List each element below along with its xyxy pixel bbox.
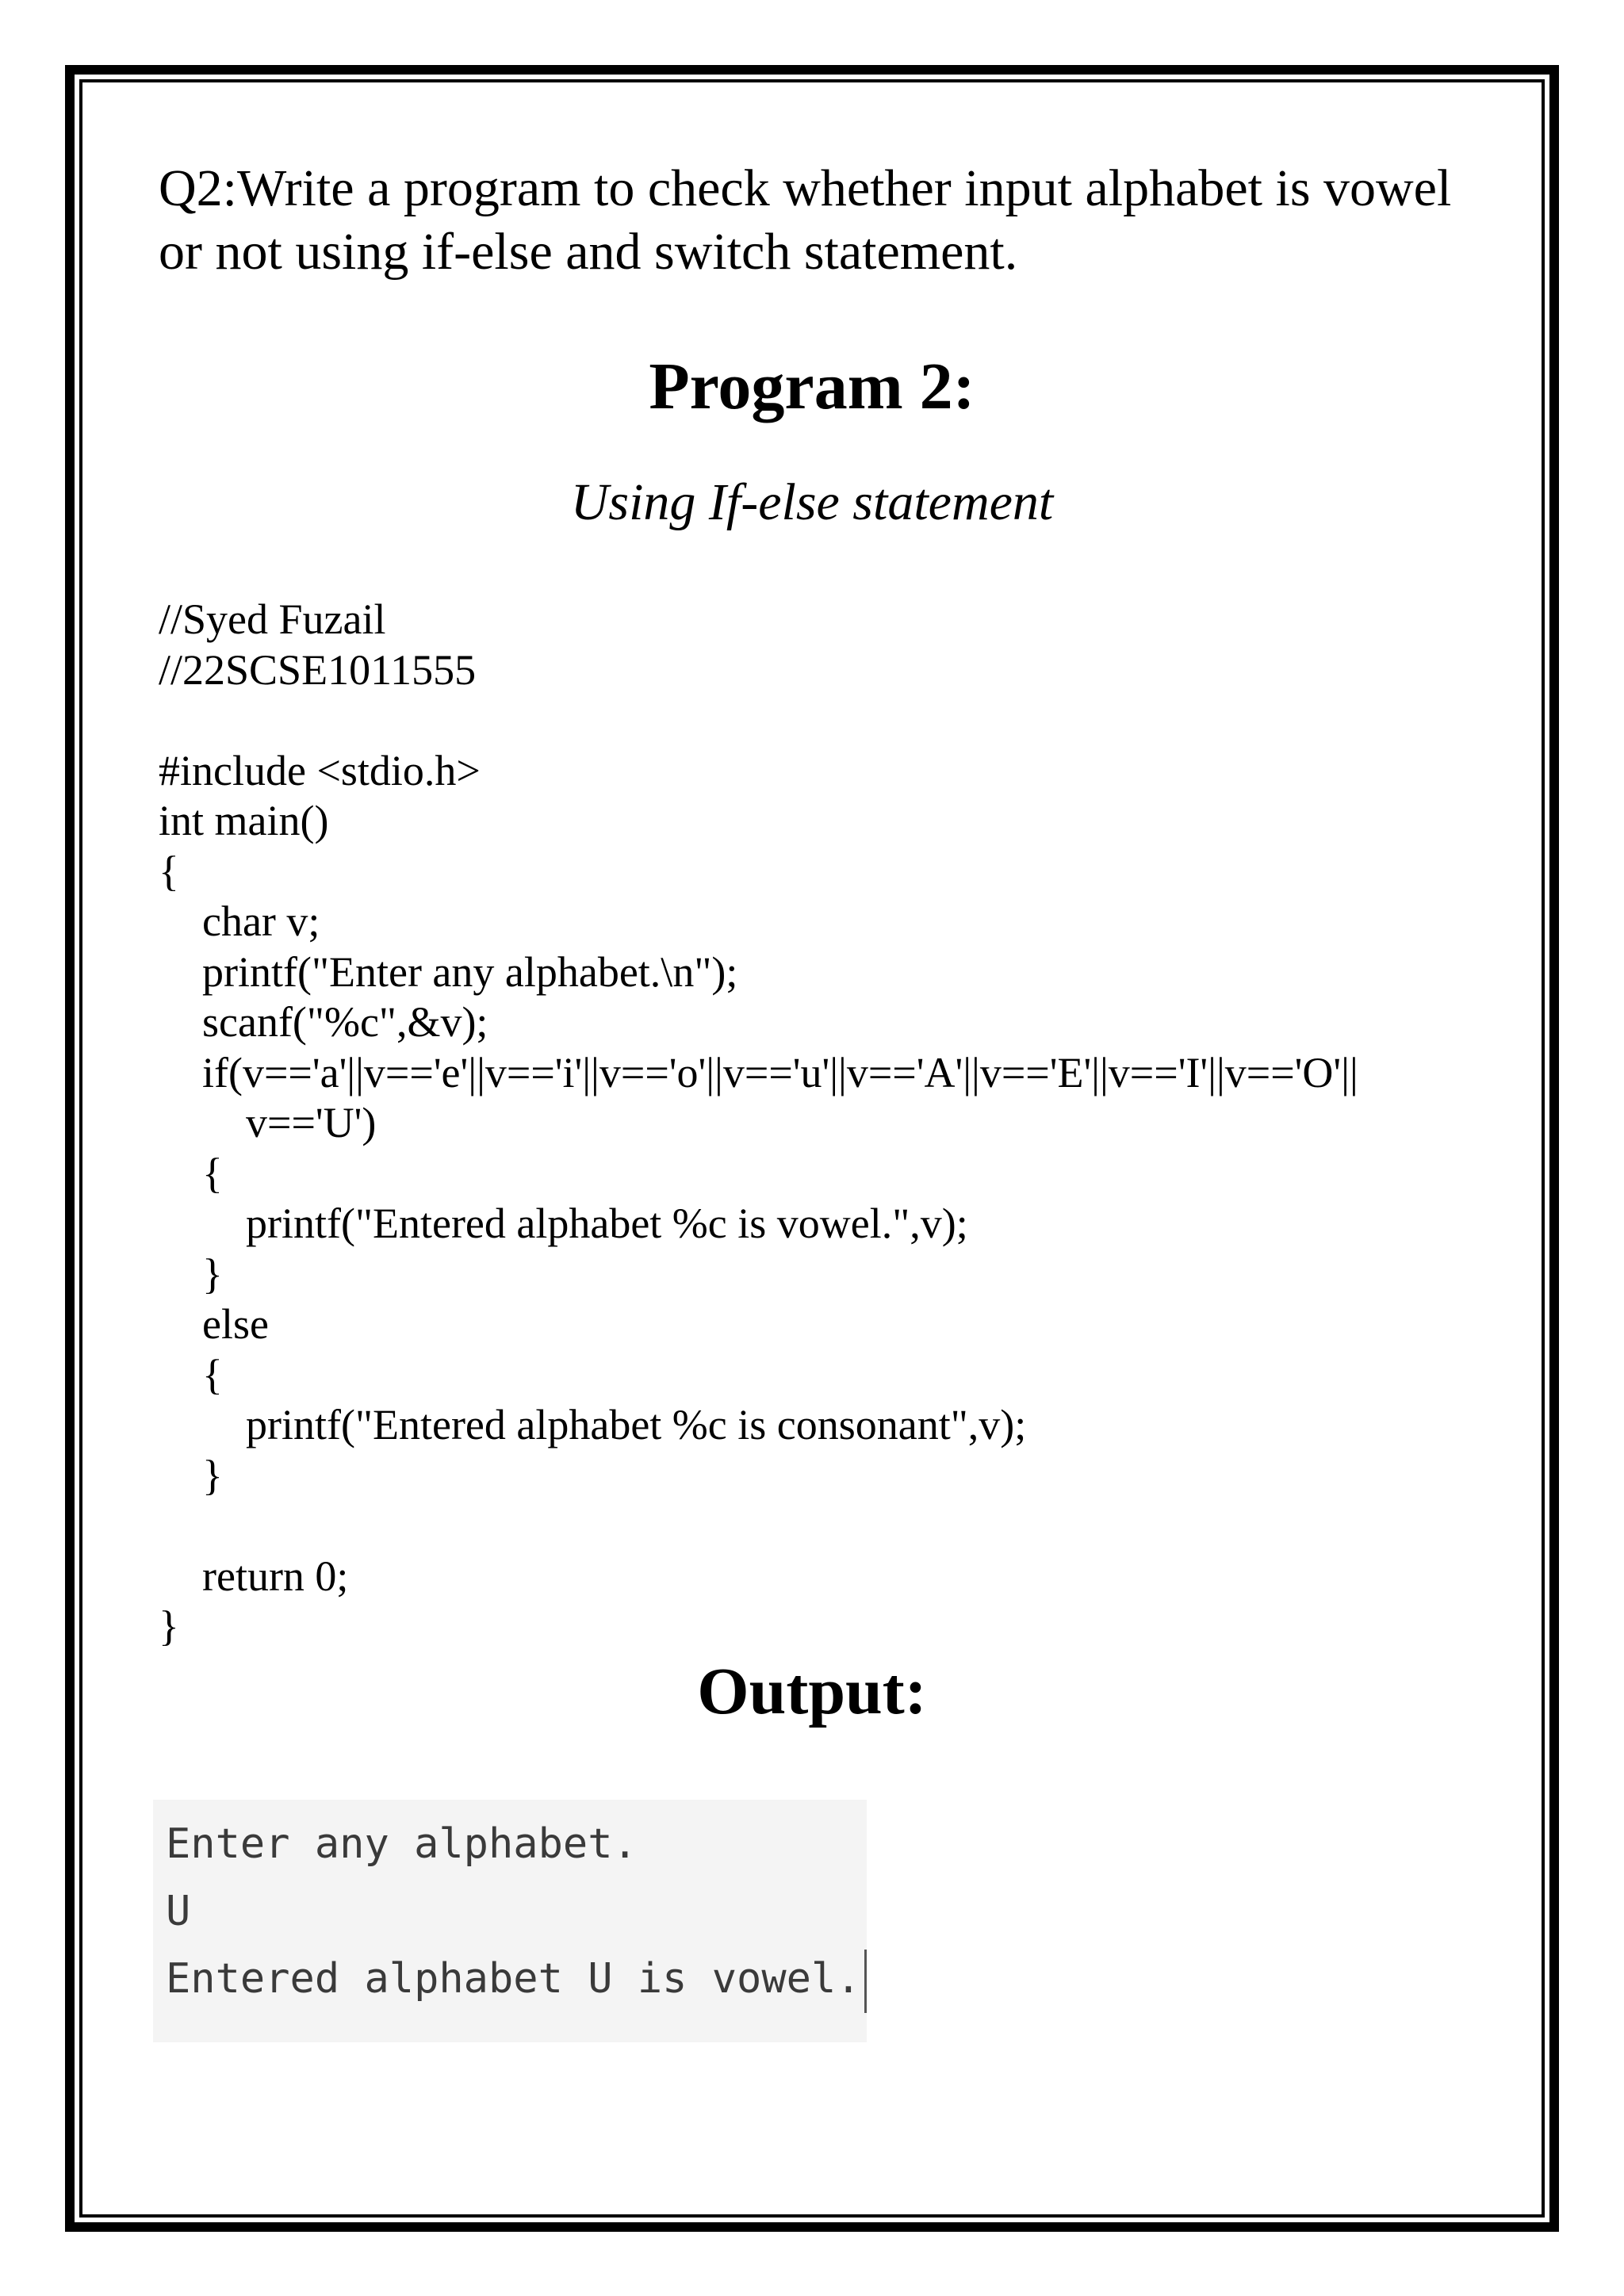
code-line: return 0;: [202, 1552, 349, 1600]
code-line: [159, 695, 1358, 746]
code-line: printf("Entered alphabet %c is consonant",v);: [246, 1401, 1027, 1448]
code-line: {: [202, 1149, 223, 1197]
code-line: else: [202, 1300, 269, 1348]
code-line: }: [202, 1249, 223, 1298]
code-line: //22SCSE1011555: [159, 645, 477, 694]
code-line: {: [159, 847, 179, 895]
text-cursor: [864, 1950, 867, 2013]
code-line: {: [202, 1350, 223, 1399]
console-line: U: [166, 1888, 191, 1935]
code-block: [159, 595, 1358, 1652]
question-text: Q2:Write a program to check whether input alphabet is vowel or not using if-else and switch statement.: [159, 159, 1452, 281]
code-line: //Syed Fuzail: [159, 595, 386, 643]
console-line-last: [166, 1946, 867, 2013]
console-line-text: Entered alphabet U is vowel.: [166, 1955, 861, 2003]
output-title: Output:: [697, 1655, 927, 1728]
code-line: printf("Enter any alphabet.\n");: [202, 947, 738, 996]
subtitle: Using If-else statement: [570, 473, 1054, 531]
code-line: int main(): [159, 797, 329, 844]
code-line: char v;: [202, 897, 320, 945]
code-line: if(v=='a'||v=='e'||v=='i'||v=='o'||v=='u'||v=='A'||v=='E'||v=='I'||v=='O'||: [202, 1048, 1358, 1096]
console-line: Enter any alphabet.: [166, 1820, 638, 1868]
console-output: [153, 1800, 867, 2042]
code-line: [159, 1501, 1358, 1552]
code-line: v=='U'): [246, 1099, 377, 1146]
program-title: Program 2:: [649, 350, 975, 423]
code-line: #include <stdio.h>: [159, 746, 481, 794]
code-line: scanf("%c",&v);: [202, 998, 488, 1046]
code-line: }: [202, 1451, 223, 1499]
code-line: printf("Entered alphabet %c is vowel.",v);: [246, 1200, 968, 1247]
code-line: }: [159, 1602, 179, 1650]
